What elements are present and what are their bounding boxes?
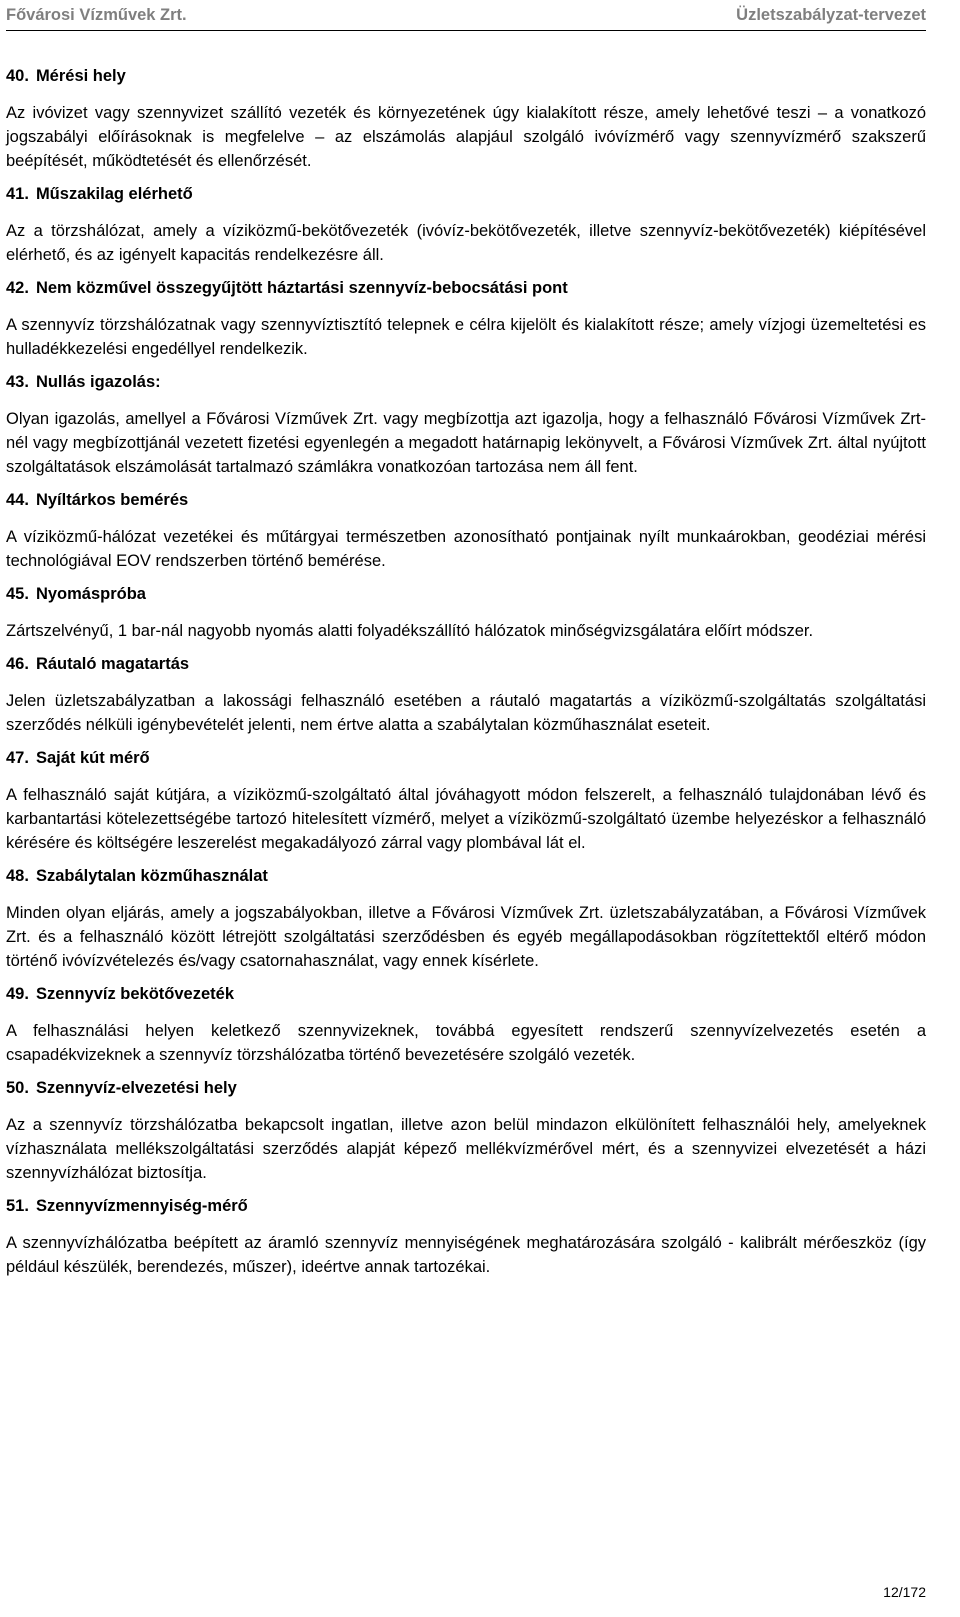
definition-47 bbox=[6, 746, 926, 855]
section-title: Saját kút mérő bbox=[35, 749, 150, 767]
definition-40 bbox=[6, 64, 926, 173]
section-heading bbox=[6, 370, 926, 394]
header-company: Fővárosi Vízművek Zrt. bbox=[6, 6, 187, 24]
section-heading bbox=[6, 582, 926, 606]
section-number: 49. bbox=[6, 985, 29, 1003]
section-text: A szennyvízhálózatba beépített az áramló szennyvíz mennyiségének meghatározására szolgáló - kalibrált mérőeszköz (így például készülék, berendezés, műszer), ideértve annak tartozékai. bbox=[6, 1234, 926, 1276]
page-header bbox=[6, 4, 926, 31]
section-number: 41. bbox=[6, 185, 29, 203]
definition-41 bbox=[6, 182, 926, 267]
section-text: Minden olyan eljárás, amely a jogszabályokban, illetve a Fővárosi Vízművek Zrt. üzletszabályzatában, a Fővárosi Vízművek Zrt. és a felhasználó között létrejött szolgáltatási szerződésben és egyéb megállapodásokban rögzítettektől eltérő módon történő ivóvízvételezés és/vagy csatornahasználat, vagy ennek kísérlete. bbox=[6, 904, 926, 970]
section-number: 43. bbox=[6, 373, 29, 391]
definition-46 bbox=[6, 652, 926, 737]
section-heading bbox=[6, 64, 926, 88]
document-body bbox=[6, 64, 926, 1288]
section-text: Zártszelvényű, 1 bar-nál nagyobb nyomás alatti folyadékszállító hálózatok minőségvizsgálatára előírt módszer. bbox=[6, 622, 814, 640]
section-text: A felhasználó saját kútjára, a víziközmű-szolgáltató által jóváhagyott módon felszerelt, a felhasználó tulajdonában lévő és karbantartási kötelezettségébe tartozó hitelesített vízmérő, melyet a víziközmű-szolgáltató üzembe helyezéskor a felhasználó kérésére és költségére leszerelést megakadályozó zárral vagy plombával lát el. bbox=[6, 786, 926, 852]
section-number: 48. bbox=[6, 867, 29, 885]
section-title: Nem közművel összegyűjtött háztartási szennyvíz-bebocsátási pont bbox=[35, 279, 568, 297]
section-title: Ráutaló magatartás bbox=[35, 655, 190, 673]
section-title: Műszakilag elérhető bbox=[35, 185, 193, 203]
section-title: Nyíltárkos bemérés bbox=[35, 491, 189, 509]
section-text: Olyan igazolás, amellyel a Fővárosi Vízművek Zrt. vagy megbízottja azt igazolja, hogy a felhasználó Fővárosi Vízművek Zrt-nél vagy megbízottjánál vezetett fizetési egyenlegén a megadott határnapig lekönyvelt, a Fővárosi Vízművek Zrt. által nyújtott szolgáltatások elszámolását tartalmazó számlákra vonatkozóan tartozása nem áll fent. bbox=[6, 410, 926, 476]
definition-48 bbox=[6, 864, 926, 973]
section-number: 45. bbox=[6, 585, 29, 603]
section-number: 42. bbox=[6, 279, 29, 297]
section-text: Jelen üzletszabályzatban a lakossági felhasználó esetében a ráutaló magatartás a víziközmű-szolgáltatás szolgáltatási szerződés nélküli igénybevételét jelenti, nem értve alatta a szabálytalan közműhasználat eseteit. bbox=[6, 692, 926, 734]
section-title: Nyomáspróba bbox=[35, 585, 146, 603]
section-heading bbox=[6, 652, 926, 676]
definition-42 bbox=[6, 276, 926, 361]
section-heading bbox=[6, 182, 926, 206]
section-number: 47. bbox=[6, 749, 29, 767]
section-number: 46. bbox=[6, 655, 29, 673]
definition-51 bbox=[6, 1194, 926, 1279]
header-document-title: Üzletszabályzat-tervezet bbox=[736, 6, 926, 24]
section-heading bbox=[6, 746, 926, 770]
section-text: A szennyvíz törzshálózatnak vagy szennyvíztisztító telepnek e célra kijelölt és kialakított része; amely vízjogi üzemeltetési es hulladékkezelési engedéllyel rendelkezik. bbox=[6, 316, 926, 358]
section-title: Szennyvíz-elvezetési hely bbox=[35, 1079, 237, 1097]
section-title: Szabálytalan közműhasználat bbox=[35, 867, 268, 885]
section-number: 44. bbox=[6, 491, 29, 509]
section-number: 40. bbox=[6, 67, 29, 85]
definition-44 bbox=[6, 488, 926, 573]
definition-43 bbox=[6, 370, 926, 479]
section-heading bbox=[6, 276, 926, 300]
section-title: Szennyvízmennyiség-mérő bbox=[35, 1197, 248, 1215]
definition-50 bbox=[6, 1076, 926, 1185]
section-heading bbox=[6, 1076, 926, 1100]
section-text: Az a törzshálózat, amely a víziközmű-bekötővezeték (ivóvíz-bekötővezeték, illetve szennyvíz-bekötővezeték) kiépítésével elérhető, és az igényelt kapacitás rendelkezésre áll. bbox=[6, 222, 926, 264]
section-text: Az a szennyvíz törzshálózatba bekapcsolt ingatlan, illetve azon belül mindazon elkülönített felhasználói hely, amelyeknek vízhasználata mellékszolgáltatási szerződés alapját képező mellékvízmérővel mért, és a szennyvizei elvezetését a házi szennyvízhálózat biztosítja. bbox=[6, 1116, 926, 1182]
definition-45 bbox=[6, 582, 926, 643]
section-heading bbox=[6, 864, 926, 888]
section-text: Az ivóvizet vagy szennyvizet szállító vezeték és környezetének úgy kialakított része, amely lehetővé teszi – a vonatkozó jogszabályi előírásoknak is megfelelve – az elszámolás alapjául szolgáló ivóvízmérő vagy szennyvízmérő szakszerű beépítését, működtetését és ellenőrzését. bbox=[6, 104, 926, 170]
section-title: Mérési hely bbox=[35, 67, 126, 85]
section-number: 51. bbox=[6, 1197, 29, 1215]
section-number: 50. bbox=[6, 1079, 29, 1097]
definition-49 bbox=[6, 982, 926, 1067]
page-number: 12/172 bbox=[883, 1584, 926, 1600]
section-heading bbox=[6, 982, 926, 1006]
section-heading bbox=[6, 1194, 926, 1218]
section-text: A felhasználási helyen keletkező szennyvizeknek, továbbá egyesített rendszerű szennyvízelvezetés esetén a csapadékvizeknek a szennyvíz törzshálózatba történő bevezetésére szolgáló vezeték. bbox=[6, 1022, 926, 1064]
section-title: Nullás igazolás: bbox=[35, 373, 161, 391]
section-title: Szennyvíz bekötővezeték bbox=[35, 985, 235, 1003]
section-heading bbox=[6, 488, 926, 512]
section-text: A víziközmű-hálózat vezetékei és műtárgyai természetben azonosítható pontjainak nyílt munkaárokban, geodéziai mérési technológiával EOV rendszerben történő bemérése. bbox=[6, 528, 926, 570]
